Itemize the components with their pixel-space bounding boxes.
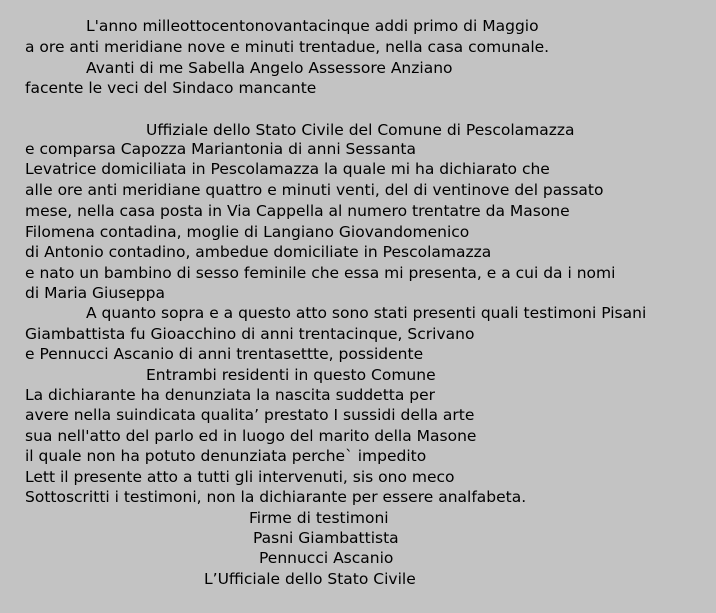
- text-line: facente le veci del Sindaco mancante: [25, 79, 317, 97]
- text-line: La dichiarante ha denunziata la nascita suddetta per: [25, 386, 436, 404]
- text-line: e nato un bambino di sesso feminile che essa mi presenta, e a cui da i nomi: [25, 264, 616, 282]
- text-line: Lett il presente atto a tutti gli intervenuti, sis ono meco: [25, 468, 455, 486]
- text-line: A quanto sopra e a questo atto sono stati presenti quali testimoni Pisani: [86, 304, 647, 322]
- text-line: il quale non ha potuto denunziata perche` impedito: [25, 447, 427, 465]
- text-line: Giambattista fu Gioacchino di anni trentacinque, Scrivano: [25, 325, 475, 343]
- text-line: e Pennucci Ascanio di anni trentasettte, possidente: [25, 345, 424, 363]
- text-line: avere nella suindicata qualita’ prestato I sussidi della arte: [25, 406, 475, 424]
- text-line: di Antonio contadino, ambedue domiciliate in Pescolamazza: [25, 243, 492, 261]
- officer-signature: L’Ufficiale dello Stato Civile: [204, 570, 416, 588]
- text-line: alle ore anti meridiane quattro e minuti venti, del di ventinove del passato: [25, 181, 604, 199]
- text-line: Levatrice domiciliata in Pescolamazza la quale mi ha dichiarato che: [25, 160, 550, 178]
- text-line: Filomena contadina, moglie di Langiano Giovandomenico: [25, 223, 470, 241]
- text-line: di Maria Giuseppa: [25, 284, 165, 302]
- text-line: Sottoscritti i testimoni, non la dichiarante per essere analfabeta.: [25, 488, 527, 506]
- witness-signature: Pennucci Ascanio: [259, 549, 394, 567]
- witness-signature: Pasni Giambattista: [253, 529, 399, 547]
- text-line: Uffiziale dello Stato Civile del Comune di Pescolamazza: [146, 121, 575, 139]
- text-line: e comparsa Capozza Mariantonia di anni Sessanta: [25, 140, 416, 158]
- signatures-heading: Firme di testimoni: [249, 509, 389, 527]
- text-line: Avanti di me Sabella Angelo Assessore Anziano: [86, 59, 453, 77]
- text-line: Entrambi residenti in questo Comune: [146, 366, 436, 384]
- text-line: a ore anti meridiane nove e minuti trentadue, nella casa comunale.: [25, 38, 550, 56]
- text-line: sua nell'atto del parlo ed in luogo del marito della Masone: [25, 427, 477, 445]
- text-line: L'anno milleottocentonovantacinque addi primo di Maggio: [86, 17, 539, 35]
- text-line: mese, nella casa posta in Via Cappella al numero trentatre da Masone: [25, 202, 570, 220]
